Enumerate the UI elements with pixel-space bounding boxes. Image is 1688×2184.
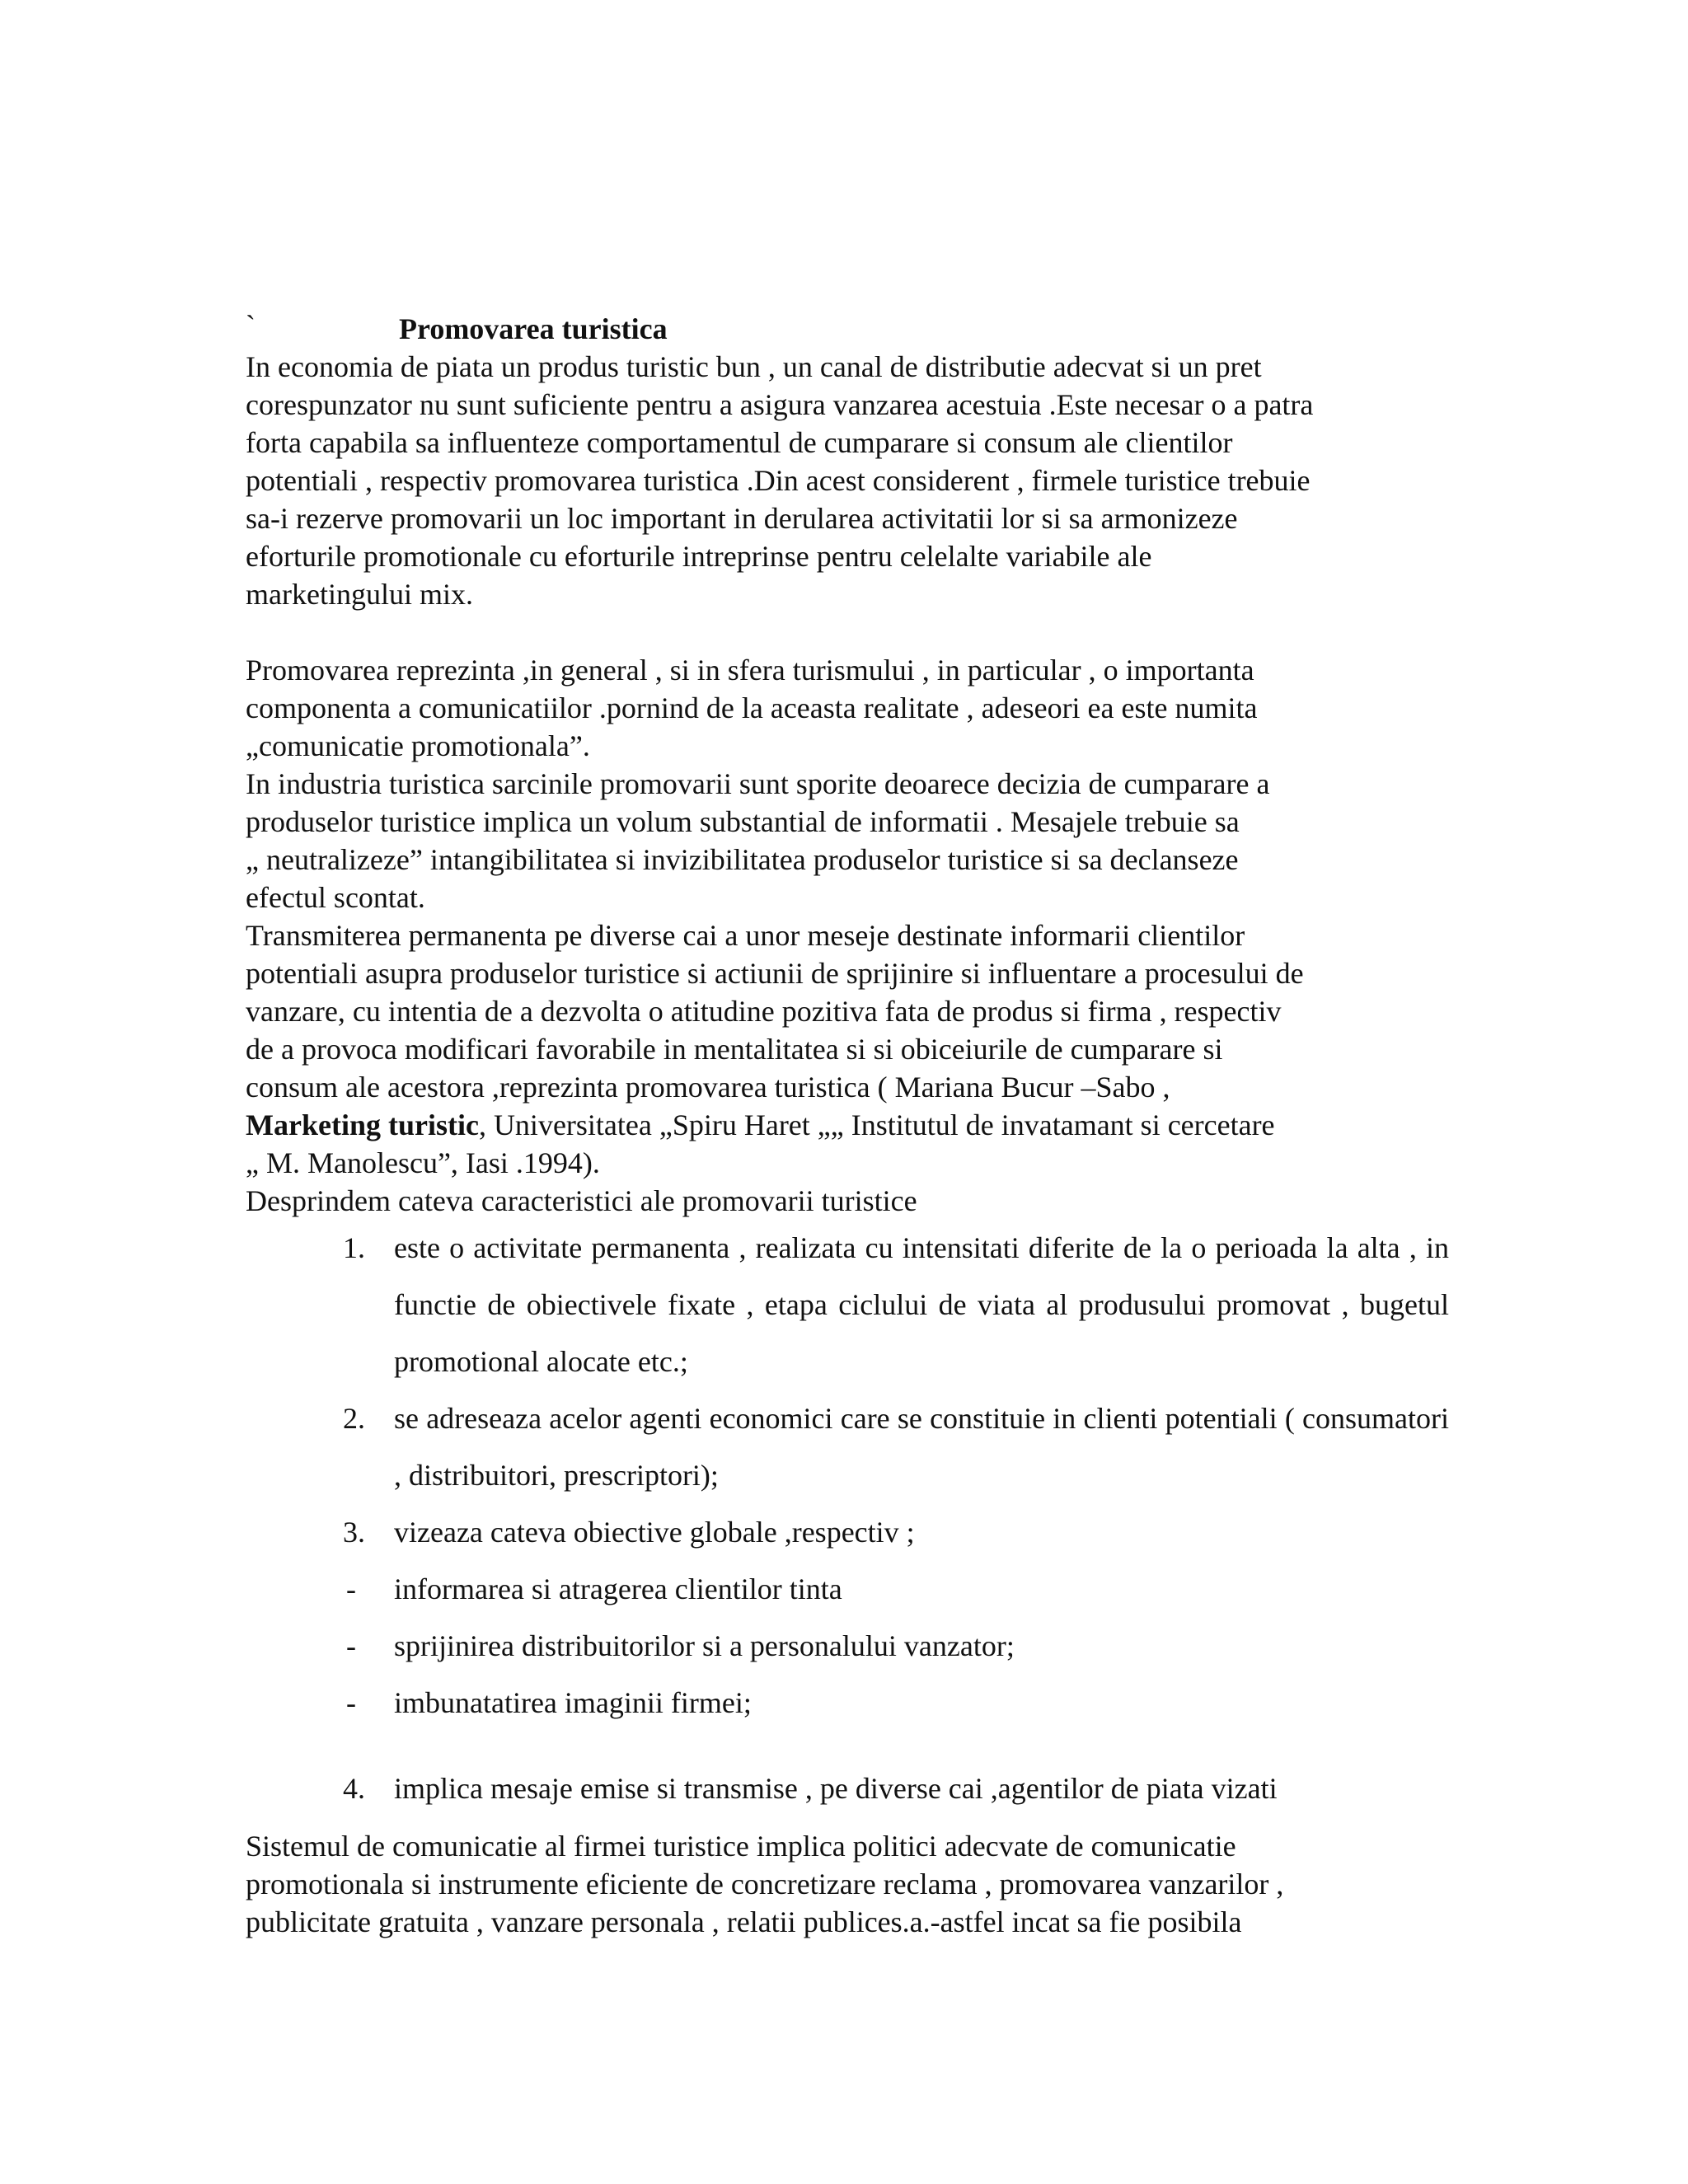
paragraph-line: potentiali asupra produselor turistice si actiunii de sprijinire si influentare a procesului de [246, 957, 1304, 990]
list-marker: 3. [343, 1516, 365, 1549]
paragraph-line: Sistemul de comunicatie al firmei turistice implica politici adecvate de comunicatie [246, 1830, 1236, 1863]
paragraph-intro [246, 348, 1449, 613]
list-marker: 1. [343, 1231, 365, 1264]
paragraph-line: publicitate gratuita , vanzare personala , relatii publices.a.-astfel incat sa fie posibila [246, 1905, 1242, 1938]
paragraph-line: „ neutralizeze” intangibilitatea si invizibilitatea produselor turistice si sa declanseze [246, 843, 1239, 876]
paragraph-sistemul [246, 1827, 1449, 1941]
paragraph-line: sa-i rezerve promovarii un loc important in derularea activitatii lor si sa armonizeze [246, 502, 1238, 535]
paragraph-line: Transmiterea permanenta pe diverse cai a unor meseje destinate informarii clientilor [246, 919, 1245, 952]
list-marker: - [346, 1686, 356, 1719]
paragraph-line: efectul scontat. [246, 881, 425, 914]
list-marker: - [346, 1572, 356, 1605]
paragraph-promovarea [246, 651, 1449, 765]
paragraph-line: corespunzator nu sunt suficiente pentru a asigura vanzarea acestuia .Este necesar o a patra [246, 388, 1314, 421]
list-item [246, 1561, 1449, 1618]
list-marker: 4. [343, 1772, 365, 1805]
paragraph-line: In industria turistica sarcinile promovarii sunt sporite deoarece decizia de cumparare a [246, 767, 1270, 800]
list-item [246, 1618, 1449, 1675]
paragraph-line: vanzare, cu intentia de a dezvolta o atitudine pozitiva fata de produs si firma , respectiv [246, 995, 1282, 1028]
paragraph-line: potentiali , respectiv promovarea turistica .Din acest considerent , firmele turistice trebuie [246, 464, 1311, 497]
list-item-text: se adreseaza acelor agenti economici care se constituie in clienti potentiali ( consumatori , distribuitori, prescriptori); [394, 1402, 1449, 1492]
title-line [246, 310, 1449, 348]
list-item-text: sprijinirea distribuitorilor si a personalului vanzator; [394, 1629, 1015, 1662]
citation-line [246, 1106, 1449, 1144]
list-intro-line: Desprindem cateva caracteristici ale promovarii turistice [246, 1184, 917, 1217]
paragraph-line: eforturile promotionale cu eforturile intreprinse pentru celelalte variabile ale [246, 540, 1152, 573]
list-item-text: vizeaza cateva obiective globale ,respectiv ; [394, 1516, 915, 1549]
citation-end-line: „ M. Manolescu”, Iasi .1994). [246, 1146, 600, 1179]
paragraph-line: In economia de piata un produs turistic bun , un canal de distributie adecvat si un pret [246, 350, 1262, 383]
paragraph-gap [246, 613, 1449, 651]
paragraph-line: Promovarea reprezinta ,in general , si in sfera turismului , in particular , o importanta [246, 654, 1254, 687]
list-item-text: este o activitate permanenta , realizata cu intensitati diferite de la o perioada la alta , in functie de obiectivele fixate , etapa ciclului de viata al produsului promovat , bugetul promotional alocate etc.; [394, 1231, 1449, 1378]
paragraph-transmiterea [246, 916, 1449, 1220]
citation-publisher: , Universitatea „Spiru Haret „„ Institutul de invatamant si cercetare [478, 1108, 1275, 1141]
document-title: Promovarea turistica [399, 312, 668, 345]
paragraph-line: forta capabila sa influenteze comportamentul de cumparare si consum ale clientilor [246, 426, 1233, 459]
list-item [246, 1504, 1449, 1561]
paragraph-line: consum ale acestora ,reprezinta promovarea turistica ( Mariana Bucur –Sabo , [246, 1071, 1170, 1104]
list-item [246, 1760, 1449, 1817]
citation-book-title: Marketing turistic [246, 1108, 479, 1141]
paragraph-line: de a provoca modificari favorabile in mentalitatea si si obiceiurile de cumparare si [246, 1033, 1223, 1066]
list-item [246, 1675, 1449, 1732]
list-item [246, 1390, 1449, 1504]
paragraph-line: „comunicatie promotionala”. [246, 729, 590, 762]
list-item-text: implica mesaje emise si transmise , pe diverse cai ,agentilor de piata vizati [394, 1772, 1278, 1805]
characteristics-list [246, 1220, 1449, 1817]
paragraph-line: marketingului mix. [246, 578, 473, 611]
list-marker: - [346, 1629, 356, 1662]
list-item [246, 1220, 1449, 1390]
document-body [246, 310, 1449, 1941]
paragraph-industria [246, 765, 1449, 916]
paragraph-line: componenta a comunicatiilor .pornind de la aceasta realitate , adeseori ea este numita [246, 691, 1258, 724]
list-item-text: imbunatatirea imaginii firmei; [394, 1686, 752, 1719]
paragraph-line: produselor turistice implica un volum substantial de informatii . Mesajele trebuie sa [246, 805, 1240, 838]
backtick-mark: ` [246, 309, 256, 342]
list-item-text: informarea si atragerea clientilor tinta [394, 1572, 842, 1605]
list-marker: 2. [343, 1402, 365, 1435]
paragraph-line: promotionala si instrumente eficiente de concretizare reclama , promovarea vanzarilor , [246, 1868, 1284, 1900]
